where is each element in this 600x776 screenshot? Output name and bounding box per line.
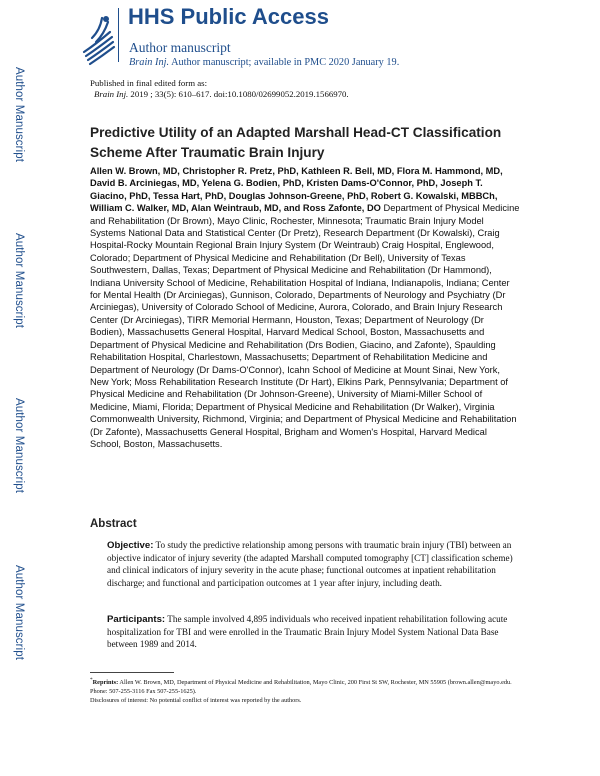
- reprints-text: Allen W. Brown, MD, Department of Physical Medicine and Rehabilitation, Mayo Clinic, 200 First St SW, Rochester, MN 55905 (brown.allen@mayo.edu. Phone: 507-255-3116 Fax 507-255-1625).: [90, 679, 512, 695]
- sidebar-label-author-manuscript: [10, 560, 28, 665]
- citation-journal: Brain Inj.: [94, 89, 129, 99]
- participants-label: Participants:: [107, 614, 166, 625]
- header-subtitle: Author manuscript: [129, 40, 231, 55]
- objective-label: Objective:: [107, 540, 154, 551]
- header-availability-text: Author manuscript; available in PMC 2020 January 19.: [171, 57, 400, 68]
- sidebar-label-text: Author Manuscript: [13, 397, 25, 494]
- abstract-participants: [107, 613, 527, 651]
- sidebar-label-text: Author Manuscript: [13, 66, 25, 163]
- reprints-label: Reprints:: [92, 679, 119, 687]
- authors-block: [90, 165, 520, 450]
- footnote-divider: [90, 672, 174, 673]
- article-title: Predictive Utility of an Adapted Marshall Head-CT Classification Scheme After Traumatic Brain Injury: [90, 125, 502, 160]
- abstract-heading: Abstract: [90, 518, 137, 530]
- objective-text: To study the predictive relationship among persons with traumatic brain injury (TBI) between an objective indicator of injury severity (the adapted Marshall computed tomography [CT] classification scheme) and clinical indicators of injury severity in the acute phase; functional outcomes at inpatient rehabilitation discharge; and functional and participation outcomes at 1 year after injury, including death.: [107, 540, 513, 588]
- hhs-eagle-logo-icon: [80, 8, 116, 70]
- sidebar-label-author-manuscript: [10, 393, 28, 498]
- abstract-objective: [107, 539, 527, 589]
- sidebar-label-text: Author Manuscript: [13, 564, 25, 661]
- author-affiliations: Department of Physical Medicine and Rehabilitation (Dr Brown), Mayo Clinic, Rochester, Minnesota; Traumatic Brain Injury Model Systems National Data and Statistical Center (Dr Pretz), Research Department (Dr Kowalski), Craig Hospital-Rocky Mountain Regional Brain Injury System (Dr Weintraub) Craig Hospital, Englewood, Colorado; Department of Physical Medicine and Rehabilitation (Dr Bell), University of Texas Southwestern, Dallas, Texas; Department of Physical Medicine and Rehabilitation (Dr Hammond), Indiana University School of Medicine, Rehabilitation Hospital of Indiana, Indianapolis, Indiana; Center for Mental Health (Dr Arciniegas), Gunnison, Colorado, Departments of Neurology and Psychiatry (Dr Arciniegas), University of Colorado School of Medicine, Aurora, Colorado, and Brain Injury Research Center (Dr Arciniegas), TIRR Memorial Hermann, Houston, Texas; Department of Neurology (Dr Bodien), Massachusetts General Hospital, Harvard Medical School, Boston, Massachusetts and Department of Physical Medicine and Rehabilitation (Drs Bodien, Giacino, and Zafonte), Spaulding Rehabilitation Hospital, Charlestown, Massachusetts; Department of Rehabilitation Medicine and Department of Neurology (Dr Dams-O'Connor), Icahn School of Medicine at Mount Sinai, New York, New York; Moss Rehabilitation Research Institute (Dr Hart), Elkins Park, Pennsylvania; Department of Physical Medicine and Rehabilitation (Dr Johnson-Greene), University of Miami-Miller School of Medicine, Miami, Florida; Department of Physical Medicine and Rehabilitation (Dr Walker), Virginia Commonwealth University, Richmond, Virginia; and Department of Physical Medicine and Rehabilitation (Dr Zafonte), Massachusetts General Hospital, Brigham and Women's Hospital, Harvard Medical School, Boston, Massachusetts.: [90, 203, 520, 449]
- footnotes: [90, 676, 530, 705]
- header-title: HHS Public Access: [128, 4, 329, 29]
- author-names: Allen W. Brown, MD, Christopher R. Pretz, PhD, Kathleen R. Bell, MD, Flora M. Hammond, MD, David B. Arciniegas, MD, Yelena G. Bodien, PhD, Kristen Dams-O'Connor, PhD, Joseph T. Giacino, PhD, Tessa Hart, PhD, Douglas Johnson-Greene, PhD, Robert G. Kowalski, MBBCh, William C. Walker, MD, Alan Weintraub, MD, and Ross Zafonte, DO: [90, 166, 503, 214]
- citation: [90, 89, 349, 100]
- sidebar-label-author-manuscript: [10, 228, 28, 333]
- header-journal: Brain Inj.: [129, 57, 170, 68]
- sidebar-label-author-manuscript: [10, 62, 28, 167]
- disclosures-footnote: Disclosures of interest: No potential conflict of interest was reported by the authors.: [90, 696, 302, 704]
- reprints-footnote: *Reprints: Allen W. Brown, MD, Department of Physical Medicine and Rehabilitation, Mayo Clinic, 200 First St SW, Rochester, MN 55905 (brown.allen@mayo.edu. Phone: 507-255-3116 Fax 507-255-1625).: [90, 677, 512, 695]
- sidebar-label-text: Author Manuscript: [13, 232, 25, 329]
- header-divider: [118, 8, 119, 62]
- header-availability: [129, 57, 399, 68]
- publication-info: [90, 78, 349, 100]
- published-line: Published in final edited form as:: [90, 78, 208, 88]
- citation-text: 2019 ; 33(5): 610–617. doi:10.1080/02699052.2019.1566970.: [130, 89, 349, 99]
- participants-text: The sample involved 4,895 individuals who received inpatient rehabilitation following acute hospitalization for TBI and were enrolled in the Traumatic Brain Injury Model System National Data Base between 1989 and 2014.: [107, 614, 508, 650]
